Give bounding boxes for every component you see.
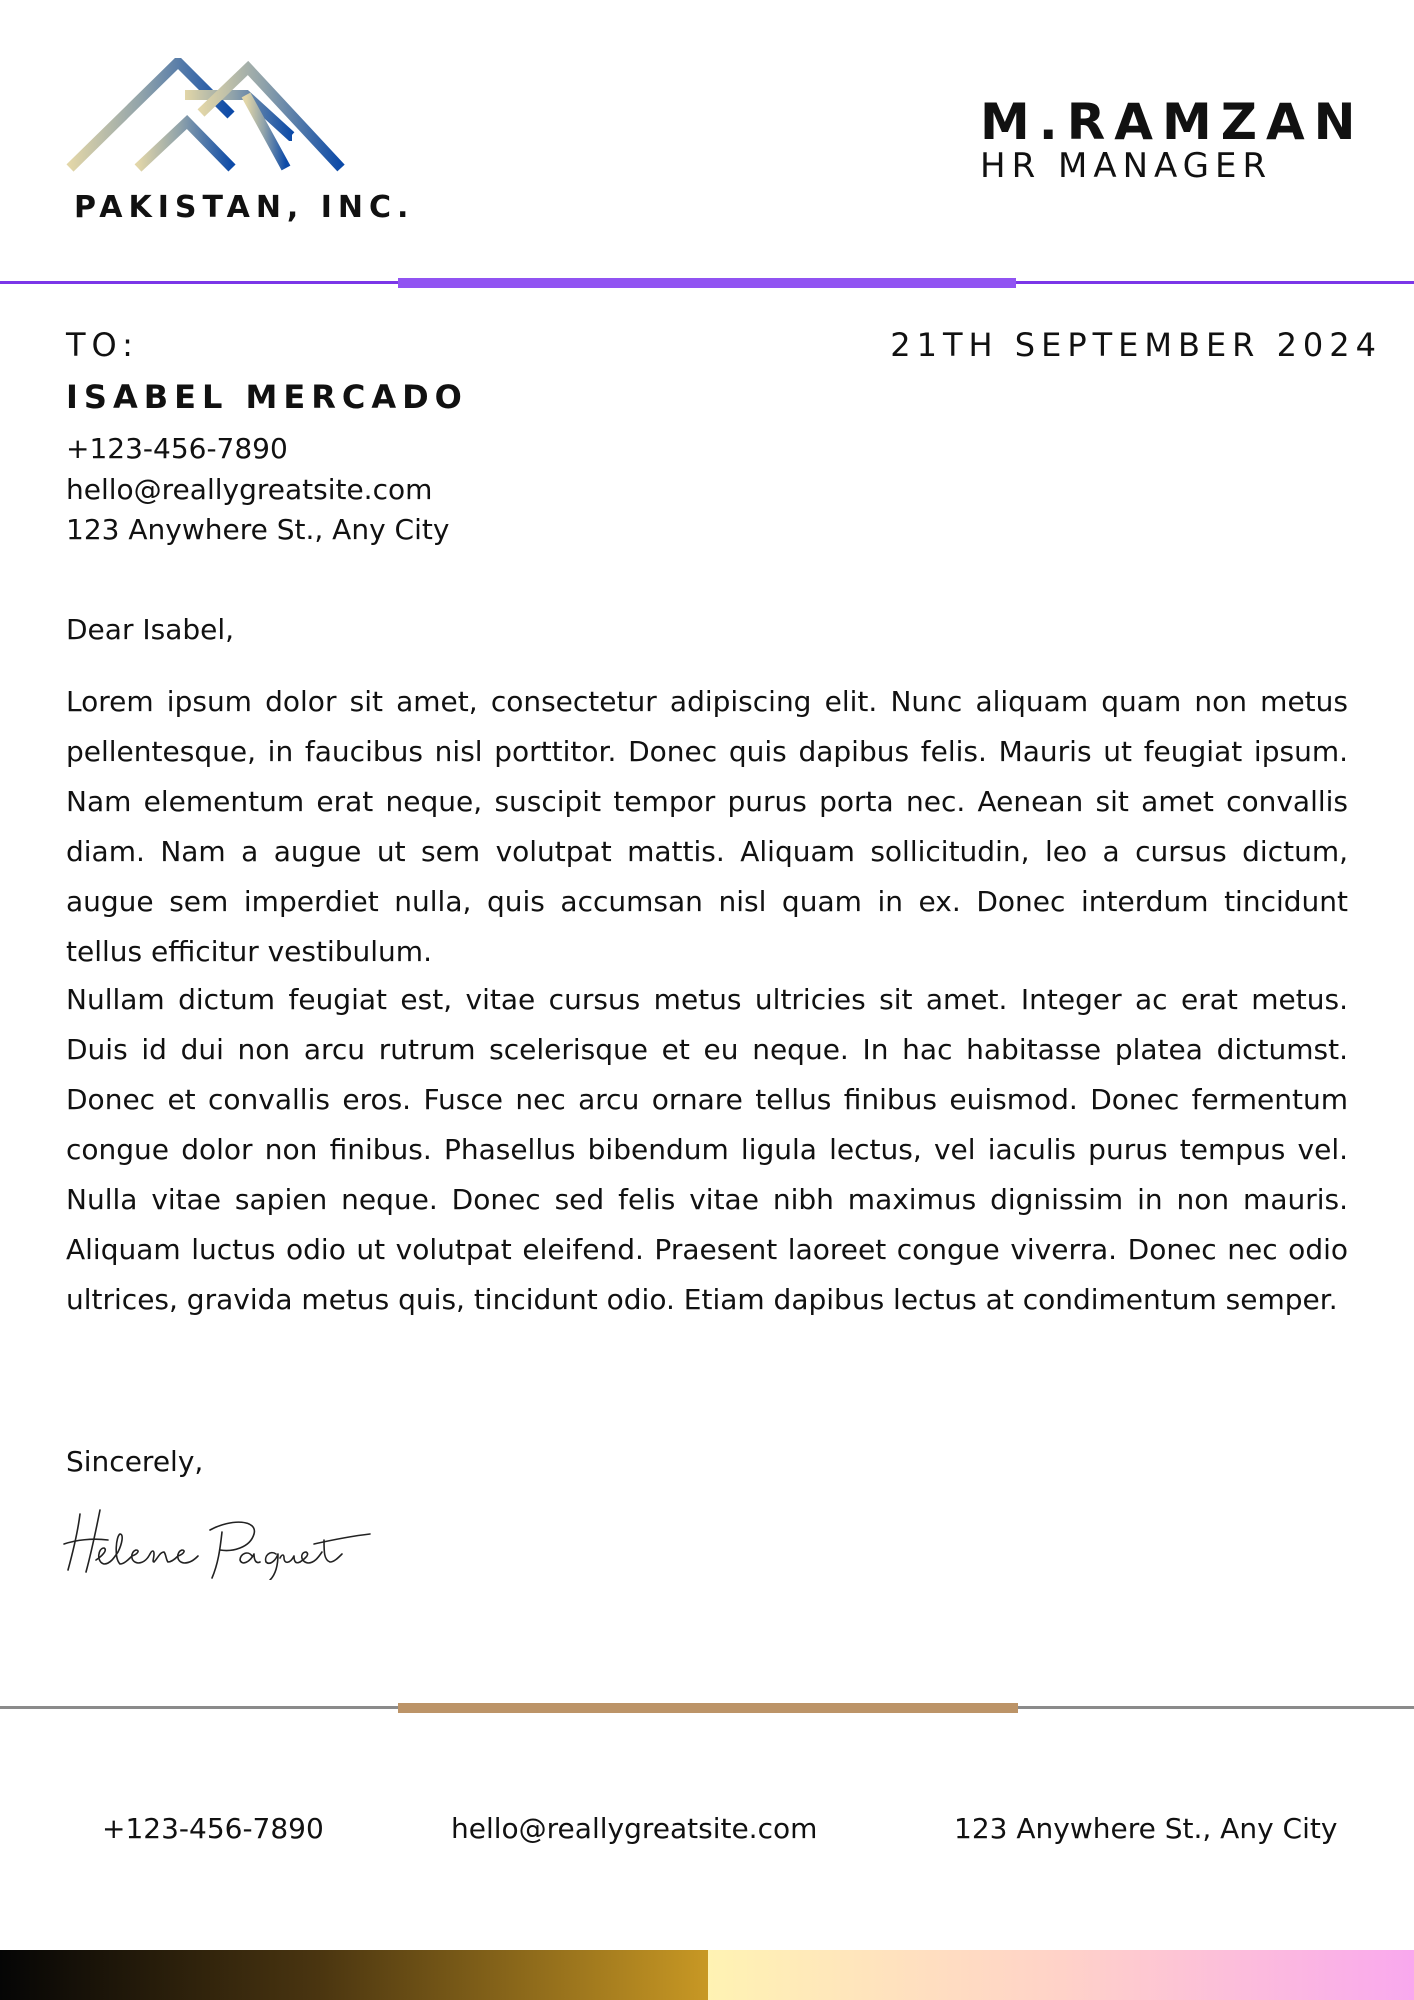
footer-address: 123 Anywhere St., Any City [954,1812,1338,1845]
footer-phone: +123-456-7890 [102,1812,324,1845]
footer-band-dark [0,1950,708,2000]
mountain-logo-icon [66,58,346,176]
salutation: Dear Isabel, [66,613,235,646]
recipient-address: 123 Anywhere St., Any City [66,513,450,546]
body-paragraph: Nullam dictum feugiat est, vitae cursus metus ultricies sit amet. Integer ac erat metus. Duis id dui non arcu rutrum scelerisque et eu neque. In hac habitasse platea dictumst. Donec et convallis eros. Fusce nec arcu ornare tellus finibus euismod. Donec fermentum congue dolor non finibus. Phasellus bibendum ligula lectus, vel iaculis purus tempus vel. Nulla vitae sapien neque. Donec sed felis vitae nibh maximus dignissim in non mauris. Aliquam luctus odio ut volutpat eleifend. Praesent laoreet congue viverra. Donec nec odio ultrices, gravida metus quis, tincidunt odio. Etiam dapibus lectus at condimentum semper. [66,983,1348,1316]
sender-name: M.RAMZAN [980,93,1365,151]
recipient-name: ISABEL MERCADO [66,378,468,416]
top-divider-accent [398,278,1016,288]
handwritten-signature [62,1500,372,1580]
letter-date: 21TH SEPTEMBER 2024 [890,326,1382,364]
bottom-divider-accent [398,1703,1018,1713]
closing: Sincerely, [66,1445,204,1478]
company-name: PAKISTAN, INC. [74,190,415,225]
body-paragraph: Lorem ipsum dolor sit amet, consectetur adipiscing elit. Nunc aliquam quam non metus pellentesque, in faucibus nisl porttitor. Donec quis dapibus felis. Mauris ut feugiat ipsum. Nam elementum erat neque, suscipit tempor purus porta nec. Aenean sit amet convallis diam. Nam a augue ut sem volutpat mattis. Aliquam sollicitudin, leo a cursus dictum, augue sem imperdiet nulla, quis accumsan nisl quam in ex. Donec interdum tincidunt tellus efficitur vestibulum. [66,685,1348,968]
recipient-phone: +123-456-7890 [66,432,288,465]
footer-email: hello@reallygreatsite.com [451,1812,818,1845]
footer-band-light [708,1950,1414,2000]
to-label: TO: [66,326,139,364]
sender-title: HR MANAGER [980,146,1273,186]
recipient-email: hello@reallygreatsite.com [66,473,433,506]
